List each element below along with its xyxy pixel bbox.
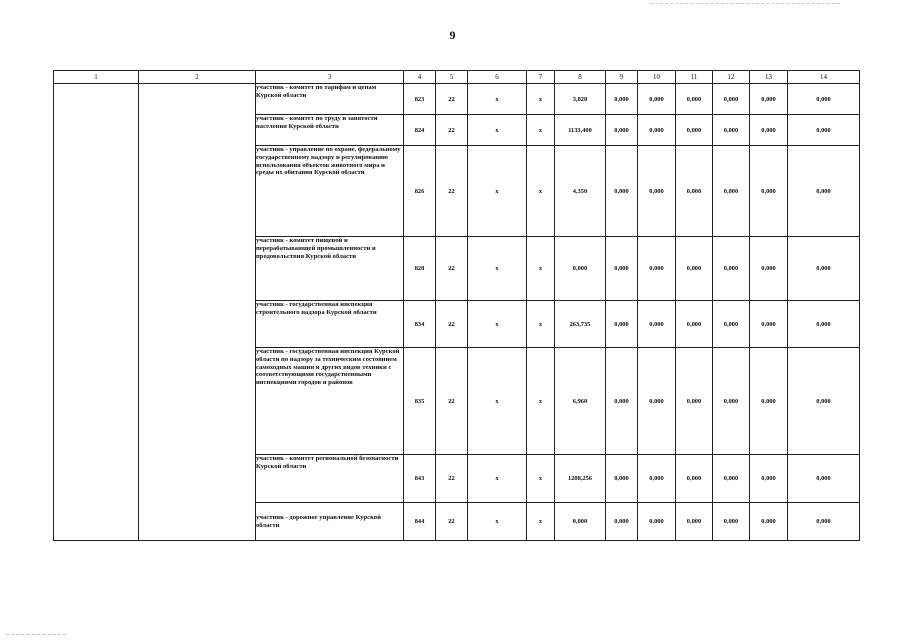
column-header: 4 [404, 71, 436, 84]
column-1-merged-cell [54, 84, 139, 541]
value-cell: 0,000 [713, 115, 750, 146]
section-cell: 22 [436, 503, 468, 541]
column-header: 5 [436, 71, 468, 84]
value-cell: 0,000 [750, 455, 788, 503]
scan-artifact-bottom [6, 634, 66, 635]
column-number-row [54, 71, 860, 84]
value-cell: 0,000 [788, 503, 860, 541]
value-cell: 0,000 [638, 146, 676, 237]
col7-cell: x [527, 348, 555, 455]
value-cell: 0,000 [638, 348, 676, 455]
col7-cell: x [527, 115, 555, 146]
col7-cell: x [527, 301, 555, 348]
participant-name: участник - комитет по тарифам и ценам Курской области [256, 84, 404, 115]
value-cell: 0,000 [638, 301, 676, 348]
section-cell: 22 [436, 348, 468, 455]
value-cell: 0,000 [676, 237, 713, 301]
scan-artifact-top [650, 3, 840, 4]
col7-cell: x [527, 84, 555, 115]
value-cell: 0,000 [638, 503, 676, 541]
amount-cell: 0,000 [555, 237, 606, 301]
participant-name: участник - дорожное управление Курской области [256, 503, 404, 541]
value-cell: 0,000 [788, 237, 860, 301]
budget-table [53, 70, 860, 541]
code-cell: 835 [404, 348, 436, 455]
amount-cell: 1208,256 [555, 455, 606, 503]
value-cell: 0,000 [713, 348, 750, 455]
value-cell: 0,000 [750, 348, 788, 455]
value-cell: 0,000 [676, 301, 713, 348]
value-cell: 0,000 [713, 84, 750, 115]
value-cell: 0,000 [788, 146, 860, 237]
value-cell: 0,000 [750, 84, 788, 115]
participant-name: участник - комитет пищевой и перерабатывающей промышленности и продовольствия Курской области [256, 237, 404, 301]
value-cell: 0,000 [788, 301, 860, 348]
col6-cell: x [468, 237, 527, 301]
amount-cell: 263,735 [555, 301, 606, 348]
value-cell: 0,000 [788, 455, 860, 503]
value-cell: 0,000 [676, 84, 713, 115]
value-cell: 0,000 [606, 301, 638, 348]
column-header: 10 [638, 71, 676, 84]
participant-name: участник - государственная инспекция Курской области по надзору за техническим состоянием самоходных машин и других видов техники с соответствующими государственными инспекциями городов и районов [256, 348, 404, 455]
participant-name: участник - комитет по труду и занятости населения Курской области [256, 115, 404, 146]
column-header: 2 [139, 71, 256, 84]
code-cell: 828 [404, 237, 436, 301]
amount-cell: 6,960 [555, 348, 606, 455]
column-header: 14 [788, 71, 860, 84]
value-cell: 0,000 [606, 455, 638, 503]
column-header: 9 [606, 71, 638, 84]
value-cell: 0,000 [676, 115, 713, 146]
col6-cell: x [468, 503, 527, 541]
column-header: 3 [256, 71, 404, 84]
value-cell: 0,000 [713, 301, 750, 348]
column-header: 12 [713, 71, 750, 84]
col6-cell: x [468, 348, 527, 455]
section-cell: 22 [436, 301, 468, 348]
participant-name: участник - управление по охране, федеральному государственному надзору и регулированию использования объектов животного мира и среды их обитания Курской области [256, 146, 404, 237]
column-header: 6 [468, 71, 527, 84]
value-cell: 0,000 [638, 455, 676, 503]
column-header: 1 [54, 71, 139, 84]
page-number: 9 [449, 28, 456, 42]
value-cell: 0,000 [676, 348, 713, 455]
section-cell: 22 [436, 115, 468, 146]
col6-cell: x [468, 84, 527, 115]
value-cell: 0,000 [606, 115, 638, 146]
value-cell: 0,000 [638, 115, 676, 146]
col6-cell: x [468, 146, 527, 237]
value-cell: 0,000 [788, 115, 860, 146]
participant-name: участник - комитет региональной безопасности Курской области [256, 455, 404, 503]
col7-cell: x [527, 237, 555, 301]
value-cell: 0,000 [606, 84, 638, 115]
value-cell: 0,000 [750, 146, 788, 237]
code-cell: 834 [404, 301, 436, 348]
col7-cell: x [527, 146, 555, 237]
value-cell: 0,000 [713, 503, 750, 541]
value-cell: 0,000 [606, 348, 638, 455]
code-cell: 826 [404, 146, 436, 237]
section-cell: 22 [436, 146, 468, 237]
value-cell: 0,000 [750, 115, 788, 146]
code-cell: 824 [404, 115, 436, 146]
value-cell: 0,000 [750, 301, 788, 348]
value-cell: 0,000 [713, 237, 750, 301]
amount-cell: 1133,400 [555, 115, 606, 146]
value-cell: 0,000 [606, 146, 638, 237]
value-cell: 0,000 [676, 455, 713, 503]
table-row [54, 84, 860, 115]
value-cell: 0,000 [638, 237, 676, 301]
value-cell: 0,000 [788, 348, 860, 455]
value-cell: 0,000 [676, 146, 713, 237]
section-cell: 22 [436, 237, 468, 301]
code-cell: 843 [404, 455, 436, 503]
col6-cell: x [468, 301, 527, 348]
participant-name: участник - государственная инспекция строительного надзора Курской области [256, 301, 404, 348]
value-cell: 0,000 [713, 455, 750, 503]
value-cell: 0,000 [788, 84, 860, 115]
column-2-merged-cell [139, 84, 256, 541]
column-header: 8 [555, 71, 606, 84]
amount-cell: 4,350 [555, 146, 606, 237]
column-header: 11 [676, 71, 713, 84]
value-cell: 0,000 [676, 503, 713, 541]
code-cell: 823 [404, 84, 436, 115]
value-cell: 0,000 [606, 237, 638, 301]
value-cell: 0,000 [713, 146, 750, 237]
value-cell: 0,000 [638, 84, 676, 115]
col6-cell: x [468, 115, 527, 146]
section-cell: 22 [436, 84, 468, 115]
value-cell: 0,000 [750, 237, 788, 301]
value-cell: 0,000 [606, 503, 638, 541]
value-cell: 0,000 [750, 503, 788, 541]
column-header: 13 [750, 71, 788, 84]
col7-cell: x [527, 455, 555, 503]
amount-cell: 0,000 [555, 503, 606, 541]
code-cell: 844 [404, 503, 436, 541]
section-cell: 22 [436, 455, 468, 503]
col7-cell: x [527, 503, 555, 541]
column-header: 7 [527, 71, 555, 84]
col6-cell: x [468, 455, 527, 503]
amount-cell: 3,828 [555, 84, 606, 115]
